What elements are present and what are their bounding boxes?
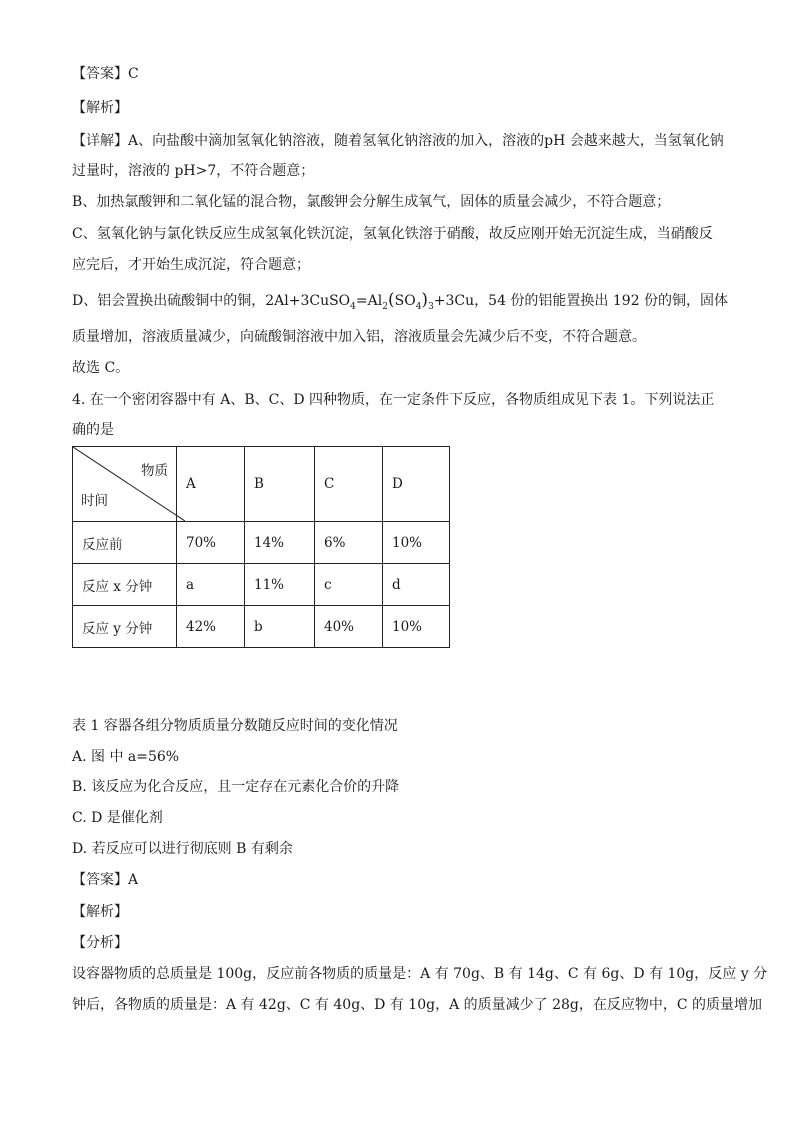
analysis-label-1: 【解析】 [72, 100, 128, 116]
option-c: C. D 是催化剂 [72, 810, 163, 826]
detail-d-prefix: D、铝会置换出硫酸铜中的铜， [72, 293, 266, 309]
detail-c-line1: C、氢氧化钠与氯化铁反应生成氢氧化铁沉淀，氢氧化铁溶于硝酸，故反应刚开始无沉淀生成，当硝酸反 [72, 226, 713, 242]
option-d: D. 若反应可以进行彻底则 B 有剩余 [72, 841, 293, 857]
table-corner-cell [73, 447, 177, 522]
fenxi-label: 【分析】 [72, 935, 128, 951]
option-b: B. 该反应为化合反应，且一定存在元素化合价的升降 [72, 779, 400, 795]
table-cell: a [177, 564, 245, 606]
detail-d-suffix: ，54 份的铝能置换出 192 份的铜，固体 [474, 293, 729, 309]
table-cell: 11% [245, 564, 315, 606]
answer-label-1: 【答案】C [72, 66, 139, 82]
table-cell: 10% [383, 522, 450, 564]
conclusion: 故选 C。 [72, 360, 130, 376]
table-header: B [245, 447, 315, 522]
table-cell: 40% [315, 606, 383, 648]
table-row [73, 564, 450, 606]
detail-a-line1: 【详解】A、向盐酸中滴加氢氧化钠溶液，随着氢氧化钠溶液的加入，溶液的pH 会越来越大，当氢氧化钠 [72, 133, 724, 149]
table-header: A [177, 447, 245, 522]
question-4-stem-line1: 4. 在一个密闭容器中有 A、B、C、D 四种物质，在一定条件下反应，各物质组成见下表 1。下列说法正 [72, 392, 715, 408]
detail-a-line2: 过量时，溶液的 pH>7，不符合题意； [72, 163, 315, 179]
question-4-stem-line2: 确的是 [72, 422, 114, 438]
corner-label-time: 时间 [81, 493, 108, 509]
diagonal-line [73, 447, 185, 521]
table-row [73, 522, 450, 564]
answer-label-2: 【答案】A [72, 872, 139, 888]
analysis-paragraph-line1: 设容器物质的总质量是 100g，反应前各物质的质量是：A 有 70g、B 有 14g、C 有 6g、D 有 10g，反应 y 分 [72, 966, 768, 982]
analysis-paragraph-line2: 钟后，各物质的质量是：A 有 42g、C 有 40g、D 有 10g，A 的质量减少了 28g，在反应物中，C 的质量增加 [72, 997, 763, 1013]
detail-d-line1 [72, 290, 728, 317]
table-cell: c [315, 564, 383, 606]
detail-c-line2: 应完后，才开始生成沉淀，符合题意； [72, 257, 310, 273]
table-header: D [383, 447, 450, 522]
composition-table [72, 446, 450, 648]
table-cell: 10% [383, 606, 450, 648]
detail-d-line2: 质量增加，溶液质量减少，向硫酸铜溶液中加入铝，溶液质量会先减少后不变，不符合题意。 [72, 329, 646, 345]
table-cell: 6% [315, 522, 383, 564]
detail-b: B、加热氯酸钾和二氧化锰的混合物，氯酸钾会分解生成氧气，固体的质量会减少，不符合题意； [72, 194, 671, 210]
table-row [73, 606, 450, 648]
table-cell: 反应前 [73, 522, 177, 564]
table-cell: 14% [245, 522, 315, 564]
analysis-label-2: 【解析】 [72, 904, 128, 920]
table-cell: 反应 y 分钟 [73, 606, 177, 648]
corner-label-substance: 物质 [141, 463, 168, 479]
table-header: C [315, 447, 383, 522]
table-cell: d [383, 564, 450, 606]
table-caption: 表 1 容器各组分物质质量分数随反应时间的变化情况 [72, 718, 398, 734]
table-cell: b [245, 606, 315, 648]
chemical-equation: $2Al+3CuSO_4=Al_2(SO_4)_3+3Cu$ [265, 290, 475, 312]
table-cell: 42% [177, 606, 245, 648]
table-cell: 70% [177, 522, 245, 564]
table-cell: 反应 x 分钟 [73, 564, 177, 606]
option-a: A. 图 中 a=56% [72, 749, 180, 765]
